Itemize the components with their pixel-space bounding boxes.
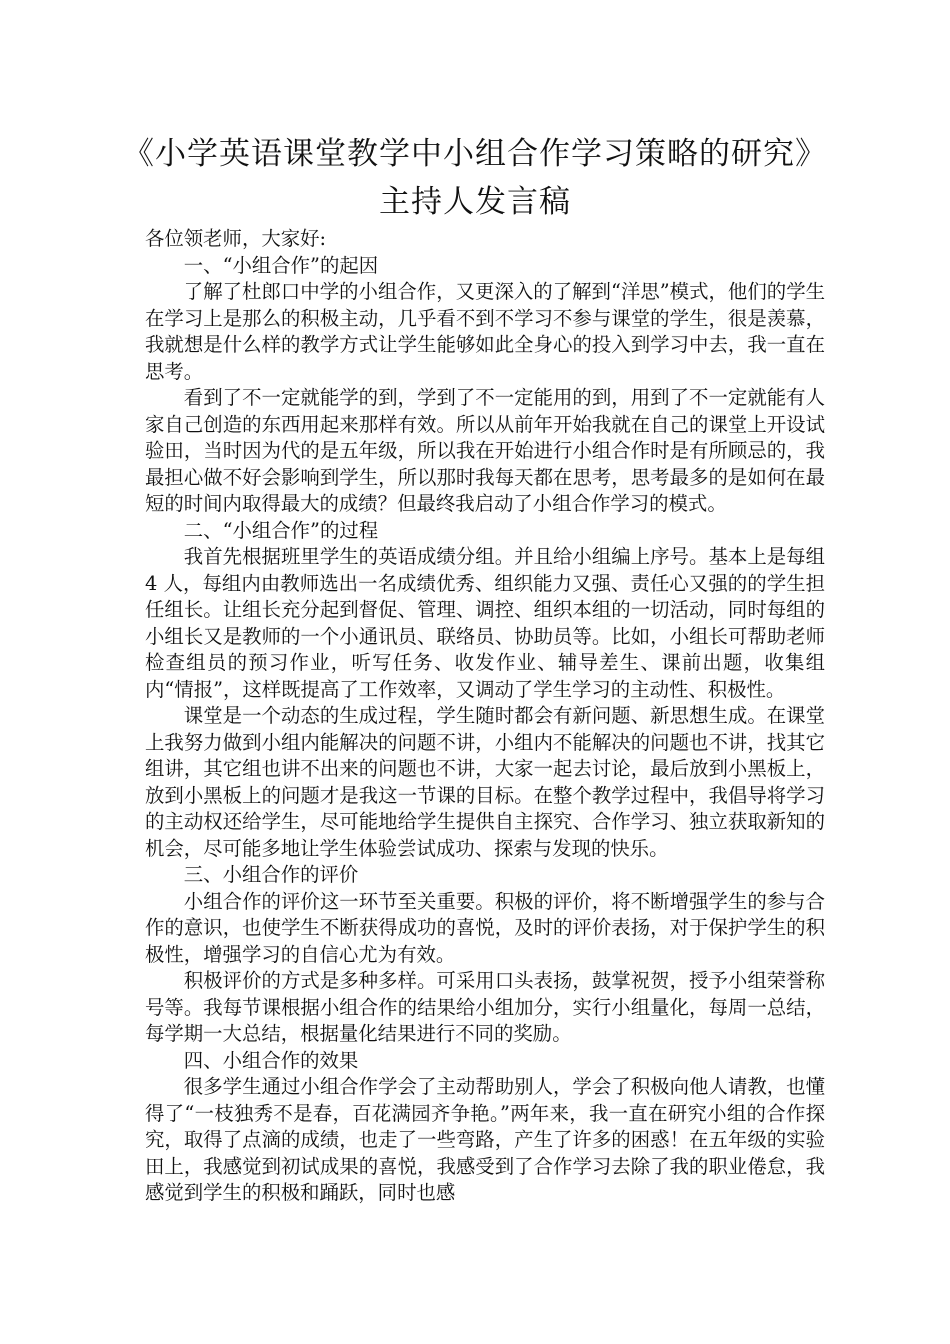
paragraph: 了解了杜郎口中学的小组合作，又更深入的了解到“洋思”模式，他们的学生在学习上是那么的积极主动，几乎看不到不学习不参与课堂的学生，很是羡慕，我就想是什么样的教学方式让学生能够如此全身心的投入到学习中去，我一直在思考。: [145, 280, 825, 383]
paragraph: 看到了不一定就能学的到，学到了不一定能用的到，用到了不一定就能有人家自己创造的东西用起来那样有效。所以从前年开始我就在自己的课堂上开设试验田，当时因为代的是五年级，所以我在开始进行小组合作时是有所顾忌的，我最担心做不好会影响到学生，所以那时我每天都在思考，思考最多的是如何在最短的时间内取得最大的成绩？但最终我启动了小组合作学习的模式。: [145, 386, 825, 515]
paragraph: 积极评价的方式是多种多样。可采用口头表扬，鼓掌祝贺，授予小组荣誉称号等。我每节课根据小组合作的结果给小组加分，实行小组量化，每周一总结，每学期一大总结，根据量化结果进行不同的奖励。: [145, 969, 825, 1045]
greeting: 各位领老师，大家好:: [145, 227, 327, 250]
document-body: [145, 226, 825, 1207]
section-heading-4: 四、小组合作的效果: [183, 1048, 359, 1072]
paragraph: 小组合作的评价这一环节至关重要。积极的评价，将不断增强学生的参与合作的意识，也使学生不断获得成功的喜悦，及时的评价表扬，对于保护学生的积极性，增强学习的自信心尤为有效。: [145, 889, 825, 966]
section-heading-3: 三、小组合作的评价: [183, 863, 359, 886]
document-subtitle: 主持人发言稿: [379, 184, 571, 220]
section-heading-2: 二、“小组合作”的过程: [183, 518, 379, 542]
document-title: 《小学英语课堂教学中小组合作学习策略的研究》: [123, 136, 827, 172]
paragraph: 课堂是一个动态的生成过程，学生随时都会有新问题、新思想生成。在课堂上我努力做到小组内能解决的问题不讲，小组内不能解决的问题也不讲，找其它组讲，其它组也讲不出来的问题也不讲，大家一起去讨论，最后放到小黑板上，放到小黑板上的问题才是我这一节课的目标。在整个教学过程中，我倡导将学习的主动权还给学生，尽可能地给学生提供自主探究、合作学习、独立获取新知的机会，尽可能多地让学生体验尝试成功、探索与发现的快乐。: [145, 704, 825, 860]
section-heading-1: 一、“小组合作”的起因: [183, 253, 379, 277]
paragraph: 我首先根据班里学生的英语成绩分组。并且给小组编上序号。基本上是每组 4 人，每组内由教师选出一名成绩优秀、组织能力又强、责任心又强的的学生担任组长。让组长充分起到督促、管理、调控、组织本组的一切活动，同时每组的小组长又是教师的一个小通讯员、联络员、协助员等。比如，小组长可帮助老师检查组员的预习作业，听写任务、收发作业、辅导差生、课前出题，收集组内“情报”，这样既提高了工作效率，又调动了学生学习的主动性、积极性。: [145, 545, 825, 701]
paragraph: 很多学生通过小组合作学会了主动帮助别人，学会了积极向他人请教，也懂得了“一枝独秀不是春，百花满园齐争艳。”两年来，我一直在研究小组的合作探究，取得了点滴的成绩，也走了一些弯路，产生了许多的困惑！在五年级的实验田上，我感觉到初试成果的喜悦，我感受到了合作学习去除了我的职业倦怠，我感觉到学生的积极和踊跃，同时也感: [145, 1075, 825, 1204]
